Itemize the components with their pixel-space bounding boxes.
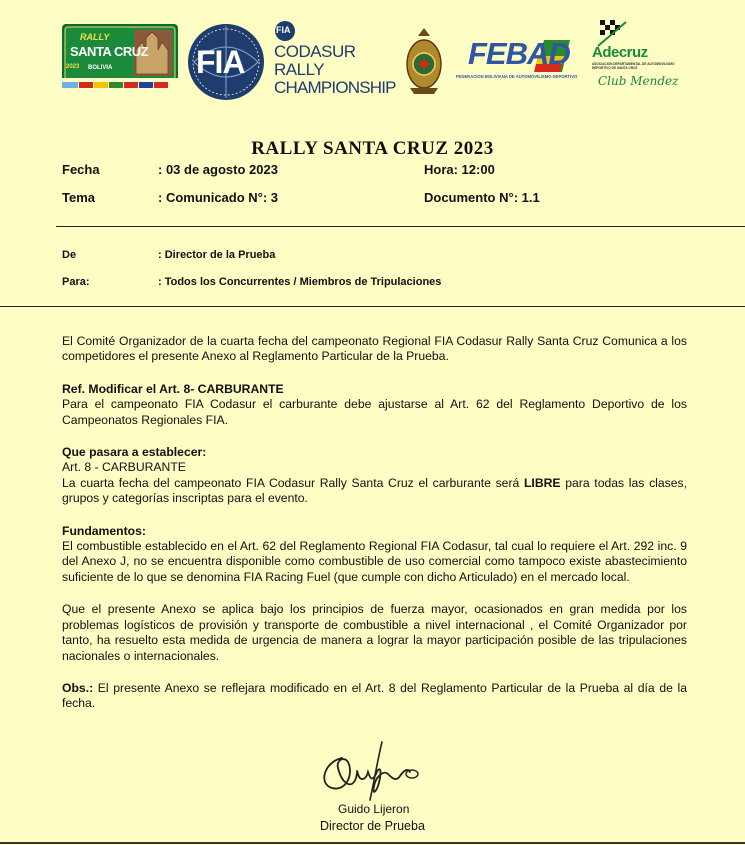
rally-badge-country: BOLIVIA — [88, 65, 113, 71]
header-divider-top — [56, 226, 745, 227]
obs-text: El presente Anexo se reflejara modificado en el Art. 8 del Reglamento Particular de la Prueba al día de la fecha. — [62, 680, 687, 711]
document-body — [62, 334, 687, 712]
establish-text-before: La cuarta fecha del campeonato FIA Codasur Rally Santa Cruz el carburante será — [62, 475, 524, 490]
fia-logo — [186, 22, 266, 102]
fecha-value: : 03 de agosto 2023 — [158, 162, 278, 177]
military-emblem-logo — [404, 26, 444, 96]
para-label: Para: — [62, 276, 90, 288]
para-value: : Todos los Concurrentes / Miembros de Tripulaciones — [158, 276, 442, 288]
codasur-line3: CHAMPIONSHIP — [274, 78, 396, 97]
rally-badge-top: RALLY — [80, 32, 110, 42]
signer-role: Director de Prueba — [320, 819, 425, 833]
rally-santa-cruz-logo — [62, 24, 178, 90]
ref-heading: Ref. Modificar el Art. 8- CARBURANTE — [62, 381, 284, 396]
codasur-line2: RALLY — [274, 60, 325, 79]
establish-heading: Que pasara a establecer: — [62, 445, 207, 460]
rally-badge-year: 2023 — [66, 64, 80, 70]
obs-paragraph — [62, 681, 687, 712]
hora-value: Hora: 12:00 — [424, 162, 495, 177]
adecruz-script: Club Mendez — [598, 74, 679, 88]
adecruz-logo — [590, 18, 682, 102]
art-line: Art. 8 - CARBURANTE — [62, 460, 186, 475]
documento-value: Documento N°: 1.1 — [424, 190, 540, 205]
febad-logo — [452, 36, 588, 86]
fundamentos-heading: Fundamentos: — [62, 523, 146, 538]
fundamentos-paragraph-2: Que el presente Anexo se aplica bajo los principios de fuerza mayor, ocasionados en gran medida por los problemas logísticos de provisión y transporte de combustible a nivel internacional , el Comité Organizador por tanto, ha resuelto esta medida de urgencia de manera a lograr la mayor participación posible de las tripulaciones nacionales o internacionales. — [62, 602, 687, 663]
signature-scribble — [312, 738, 432, 808]
obs-label: Obs.: — [62, 680, 94, 695]
tema-label: Tema — [62, 190, 95, 205]
febad-subtitle: FEDERACION BOLIVIANA DE AUTOMOVILISMO DEPORTIVO — [456, 74, 578, 79]
fia-big-text: FIA — [196, 44, 245, 80]
rally-badge-main: SANTA CRUZ — [70, 44, 149, 59]
logo-strip — [0, 16, 745, 106]
febad-text: FEBAD — [468, 36, 570, 71]
tema-value: : Comunicado N°: 3 — [158, 190, 279, 205]
de-label: De — [62, 249, 77, 261]
fia-small-text: FIA — [276, 25, 291, 35]
adecruz-text: Adecruz — [592, 44, 648, 61]
bottom-border — [0, 842, 745, 844]
ref-paragraph: Para el campeonato FIA Codasur el carburante debe ajustarse al Art. 62 del Reglamento Deportivo de los Campeonatos Regionales FIA. — [62, 397, 687, 427]
document-title: RALLY SANTA CRUZ 2023 — [251, 138, 494, 159]
fecha-label: Fecha — [62, 162, 100, 177]
codasur-line1: CODASUR — [274, 42, 356, 61]
establish-text-bold: LIBRE — [523, 475, 561, 490]
de-value: : Director de la Prueba — [158, 249, 276, 261]
establish-paragraph — [62, 476, 687, 507]
codasur-logo — [272, 20, 402, 102]
adecruz-subtitle: ASOCIACION DEPARTAMENTAL DE AUTOMOVILISMO DEPORTIVO DE SANTA CRUZ — [592, 62, 675, 70]
signer-name: Guido Lijeron — [338, 802, 410, 816]
header-divider-bottom — [0, 306, 745, 307]
establish-text-after: para todas las clases, grupos y categorías inscriptas para el evento. — [62, 475, 688, 506]
fundamentos-paragraph-1: El combustible establecido en el Art. 62 del Reglamento Regional FIA Codasur, tal cual lo requiere el Art. 292 inc. 9 del Anexo J, no se encuentra disponible como combustible de uso comercial como tampoco existe abastecimiento suficiente de lo que se denomina FIA Racing Fuel (que cumple con dicho Articulado) en el mercado local. — [62, 539, 687, 584]
intro-paragraph: El Comité Organizador de la cuarta fecha del campeonato Regional FIA Codasur Rally Santa Cruz Comunica a los competidores el presente Anexo al Reglamento Particular de la Prueba. — [62, 334, 687, 364]
